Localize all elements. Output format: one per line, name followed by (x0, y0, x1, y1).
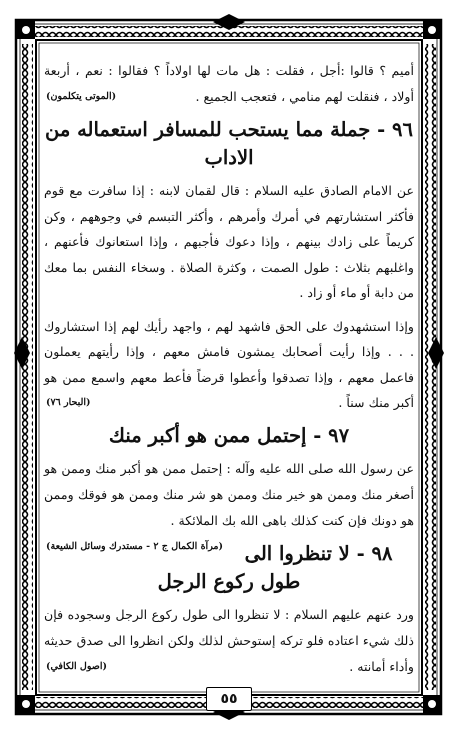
paragraph-text: ورد عنهم عليهم السلام : لا تنظروا الى طول ركوع الرجل وسجوده فإن ذلك شيء اعتاده فلو تركه إستوحش لذلك ولكن انظروا الى صدق حديثه وأداء أمانته . (44, 606, 414, 674)
source-citation: (الموتى يتكلمون) (46, 91, 117, 102)
paragraph-text: عن رسول الله صلى الله عليه وآله : إحتمل ممن هو أكبر منك وممن هو أصغر منك وممن هو خير منك وممن هو شر منك وممن هو فوقك وممن هو دونك فإن كنت كذلك باهى الله بك الملائكة . (44, 460, 414, 528)
paragraph-companions (44, 314, 414, 416)
heading-96: ٩٦ - جملة مما يستحب للمسافر استعماله من الاداب (45, 118, 413, 169)
heading-98: ٩٨ - لا تنظروا الى طول ركوع الرجل (157, 541, 393, 593)
paragraph-luqman-advice: عن الامام الصادق عليه السلام : قال لقمان لابنه : إذا سافرت مع قوم فأكثر استشارتهم في أمرك وأمرهم ، وأكثر التبسم في وجوههم ، وكن كريماً على زادك بينهم ، وإذا دعوك فأجبهم ، وإذا استعانوك فأعنهم ، واغلبهم بثلاث : طول الصمت ، وكثرة الصلاة . وسخاء النفس بما معك من دابة أو ماء أو زاد . (44, 183, 414, 300)
paragraph-ruku (44, 602, 414, 680)
paragraph-text: أميم ؟ قالوا :أجل ، فقلت : هل مات لها اولاداً ؟ فقالوا : نعم ، أربعة أولاد ، فنقلت لهم منامي ، فتعجب الجميع . (44, 63, 414, 104)
source-citation: (البحار ٧٦) (46, 397, 91, 408)
source-citation: (مرآة الكمال ج ٢ - مستدرك وسائل الشيعة) (46, 540, 224, 552)
page-number: ٥٥ (206, 687, 252, 711)
page-body (44, 58, 414, 680)
paragraph-text: وإذا استشهدوك على الحق فاشهد لهم ، واجهد رأيك لهم إذا استشاروك . . . وإذا رأيت أصحابك يمشون فامش معهم ، وإذا رأيتهم يعملون فاعمل معهم ، وإذا تصدقوا وأعطوا قرضاً فأعط معهم واسمع ممن هو أكبر منك سناً . (44, 318, 414, 410)
heading-97: ٩٧ - إحتمل ممن هو أكبر منك (108, 423, 350, 447)
paragraph-forbearance (44, 456, 414, 552)
source-citation: (اصول الكافي) (46, 660, 107, 672)
paragraph-dream-ending (44, 58, 414, 110)
